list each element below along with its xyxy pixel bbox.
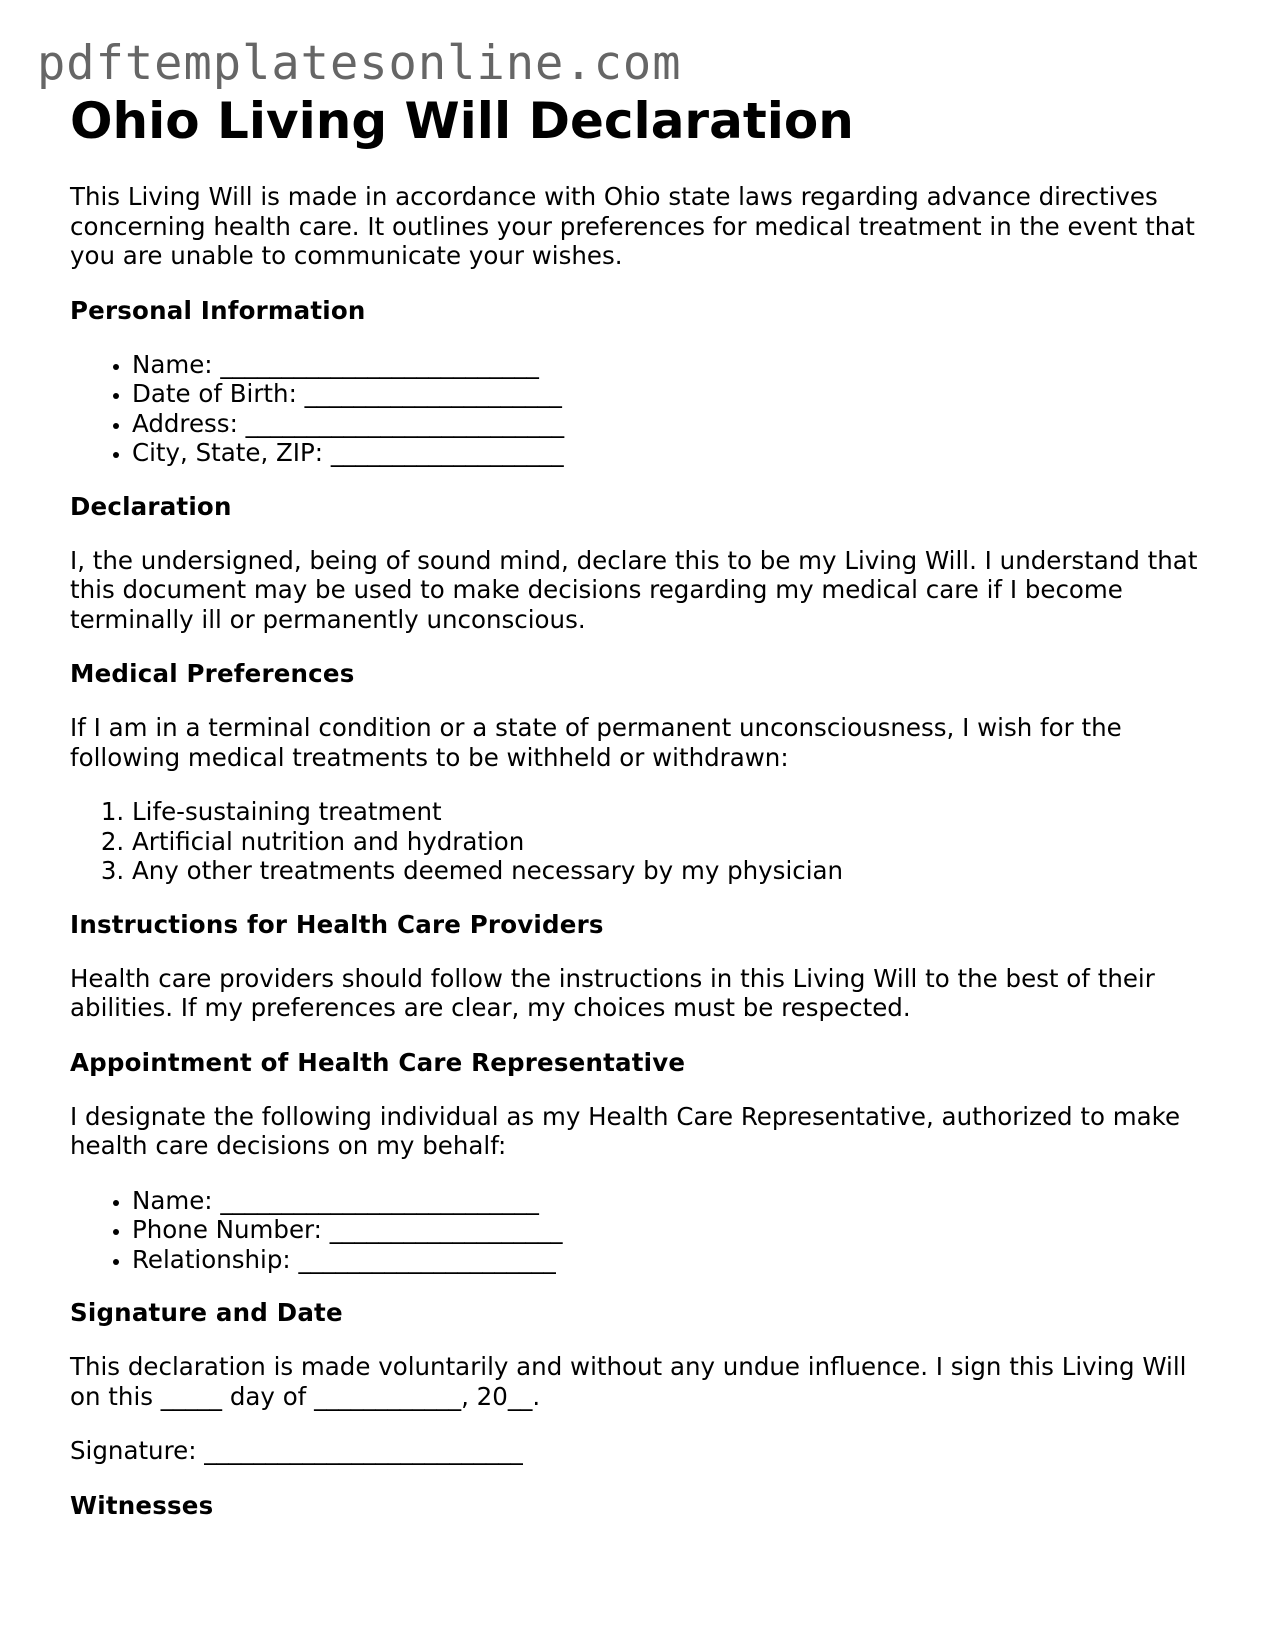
declaration-heading: Declaration xyxy=(70,491,232,521)
medical-treatments-list xyxy=(70,797,1210,886)
personal-information-list xyxy=(70,350,1210,468)
document-page xyxy=(70,88,1210,1545)
signature-heading: Signature and Date xyxy=(70,1298,343,1327)
personal-information-heading: Personal Information xyxy=(70,295,366,325)
document-title: Ohio Living Will Declaration xyxy=(70,92,854,150)
signature-paragraph: This declaration is made voluntarily and without any undue influence. I sign this Living Will on this _____ day of ____________, 20__. xyxy=(70,1352,1187,1411)
instructions-heading: Instructions for Health Care Providers xyxy=(70,909,604,939)
representative-name-field: • Name: __________________________ xyxy=(132,1186,1210,1216)
instructions-paragraph: Health care providers should follow the instructions in this Living Will to the best of their abilities. If my preferences are clear, my choices must be respected. xyxy=(70,963,1155,1022)
address-field: • Address: __________________________ xyxy=(132,409,1210,439)
representative-paragraph: I designate the following individual as my Health Care Representative, authorized to make health care decisions on my behalf: xyxy=(70,1101,1181,1160)
medical-preferences-heading: Medical Preferences xyxy=(70,659,355,688)
date-of-birth-field: • Date of Birth: _____________________ xyxy=(132,379,1210,409)
declaration-paragraph: I, the undersigned, being of sound mind, declare this to be my Living Will. I understand that this document may be used to make decisions regarding my medical care if I become terminally ill or permanently unconscious. xyxy=(70,545,1198,634)
treatment-item: 3. Any other treatments deemed necessary by my physician xyxy=(132,856,1210,886)
representative-heading: Appointment of Health Care Representative xyxy=(70,1047,686,1077)
intro-paragraph: This Living Will is made in accordance with Ohio state laws regarding advance directives concerning health care. It outlines your preferences for medical treatment in the event that you are unable to communicate your wishes. xyxy=(70,182,1195,270)
treatment-item: 1. Life-sustaining treatment xyxy=(132,797,1210,827)
witnesses-heading: Witnesses xyxy=(70,1490,214,1520)
representative-phone-field: • Phone Number: ___________________ xyxy=(132,1215,1210,1245)
representative-list xyxy=(70,1186,1210,1275)
medical-preferences-paragraph: If I am in a terminal condition or a state of permanent unconsciousness, I wish for the following medical treatments to be withheld or withdrawn: xyxy=(70,713,1122,772)
city-state-zip-field: • City, State, ZIP: ___________________ xyxy=(132,438,1210,468)
watermark: pdftemplatesonline.com xyxy=(37,36,682,91)
signature-line: Signature: __________________________ xyxy=(70,1436,523,1465)
name-field: • Name: __________________________ xyxy=(132,350,1210,380)
representative-relationship-field: • Relationship: _____________________ xyxy=(132,1245,1210,1275)
treatment-item: 2. Artificial nutrition and hydration xyxy=(132,827,1210,857)
